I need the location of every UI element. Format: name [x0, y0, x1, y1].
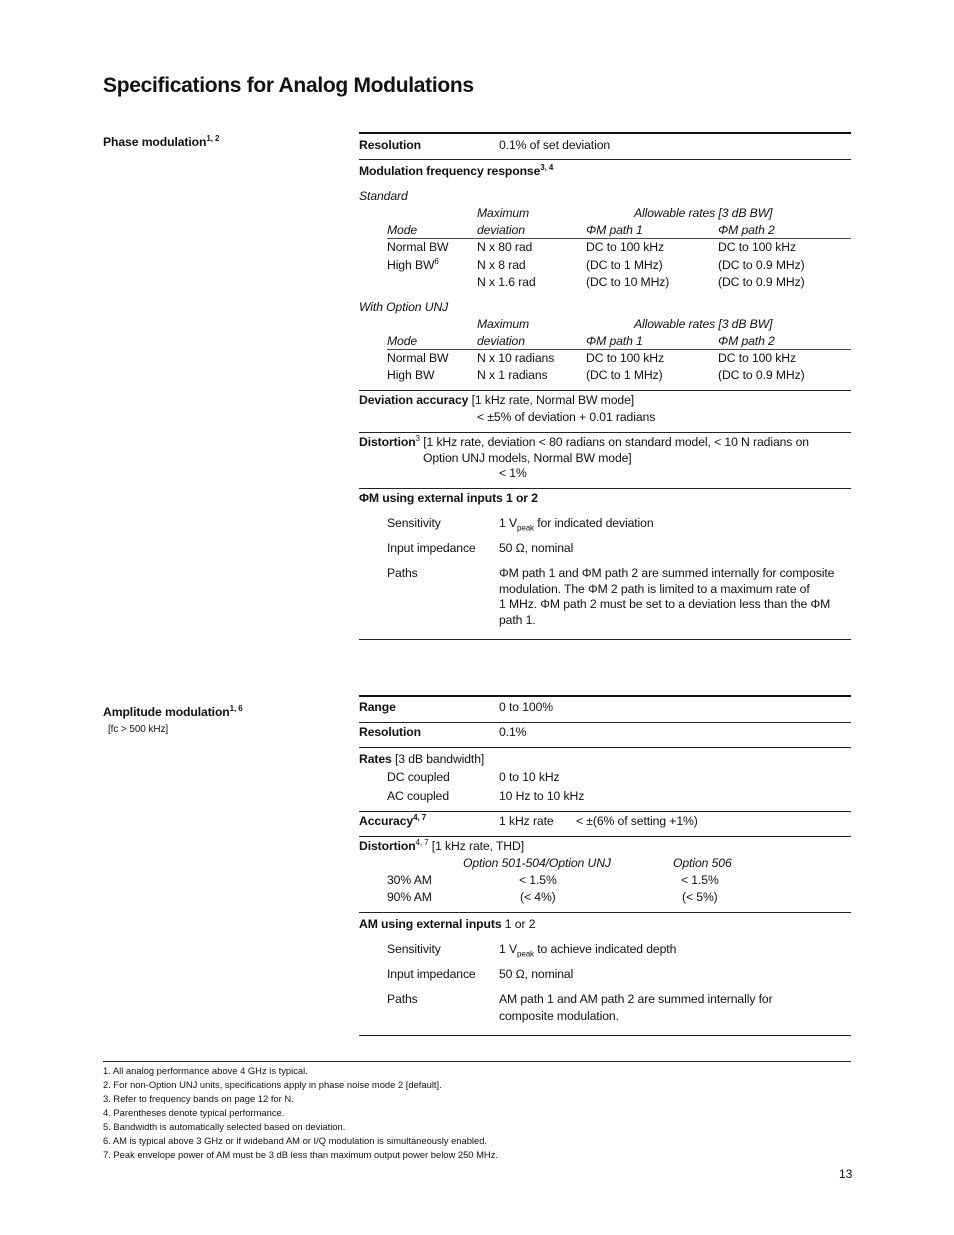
table-row-mode: High $BW^6$: [387, 256, 439, 272]
am-distortion-column-a: Option 501-504/Option UNJ: [463, 856, 611, 870]
option-unj-label: With Option UNJ: [359, 300, 449, 314]
am-distortion-label: Distortion$^{4, 7}$ [1 kHz rate, THD]: [359, 837, 524, 853]
am-range-value: 0 to 100%: [499, 700, 553, 714]
pm-paths-line: modulation. The ΦM 2 path is limited to a maximum rate of: [499, 582, 810, 596]
section-rule: [359, 390, 851, 391]
modulation-frequency-response-label: Modulation frequency response$^{3, 4}$: [359, 162, 554, 178]
am-paths-line: AM path 1 and AM path 2 are summed internally for: [499, 992, 773, 1006]
table-row-deviation: N x 10 radians: [477, 351, 555, 365]
am-accuracy-value: < ±(6% of setting +1%): [576, 814, 698, 828]
pm-distortion-condition: Option UNJ models, Normal BW mode]: [423, 451, 632, 465]
header-maximum: Maximum: [477, 206, 530, 220]
footnote: 3. Refer to frequency bands on page 12 for N.: [103, 1093, 294, 1104]
table-row-mode: High BW: [387, 368, 435, 382]
section-rule: [359, 747, 851, 748]
table-row-value-b: < 1.5%: [681, 873, 719, 887]
table-row-path-1: DC to 100 kHz: [586, 240, 664, 254]
deviation-accuracy-label: Deviation accuracy [1 kHz rate, Normal BW mode]: [359, 393, 635, 407]
footnote-ref: 6: [434, 256, 439, 266]
page-number: 13: [839, 1167, 853, 1181]
header-deviation: deviation: [477, 223, 525, 237]
pm-paths-line: 1 MHz. ΦM path 2 must be set to a deviation less than the ΦM: [499, 597, 831, 611]
pm-sensitivity-value: 1 $V_{peak}$ for indicated deviation: [499, 516, 654, 533]
table-row-deviation: N x 1 radians: [477, 368, 548, 382]
am-heading-note: [fc > 500 kHz]: [108, 724, 169, 735]
header-mode: Mode: [387, 223, 418, 237]
pm-resolution-value: 0.1% of set deviation: [499, 138, 611, 152]
dc-coupled-label: DC coupled: [387, 770, 450, 784]
phase-modulation-heading: Phase modulation$^{1, 2}$: [103, 133, 220, 149]
table-row-value-b: (< 5%): [682, 890, 718, 904]
section-rule: [359, 1035, 851, 1036]
footnote-ref: 3: [415, 433, 420, 443]
section-rule: [359, 639, 851, 640]
table-row-path-2: DC to 100 kHz: [718, 351, 796, 365]
am-resolution-label: Resolution: [359, 725, 421, 739]
amplitude-modulation-heading: Amplitude modulation$^{1, 6}$: [103, 703, 243, 719]
table-row-path-2: (DC to 0.9 MHz): [718, 275, 805, 289]
footnote: 6. AM is typical above 3 GHz or if wideband AM or I/Q modulation is simultaneously enabled.: [103, 1135, 488, 1146]
am-range-label: Range: [359, 700, 396, 714]
pm-paths-line: path 1.: [499, 613, 536, 627]
header-deviation: deviation: [477, 334, 525, 348]
standard-label: Standard: [359, 189, 408, 203]
footnote: 2. For non-Option UNJ units, specifications apply in phase noise mode 2 [default].: [103, 1079, 442, 1090]
header-pm-path-2: ΦM path 2: [718, 223, 775, 237]
pm-external-inputs-label: ΦM using external inputs 1 or 2: [359, 491, 538, 505]
pm-distortion-value: < 1%: [499, 466, 527, 480]
pm-paths-line: ΦM path 1 and ΦM path 2 are summed internally for composite: [499, 566, 835, 580]
table-row-value-a: < 1.5%: [519, 873, 557, 887]
table-row-deviation: N x 8 rad: [477, 258, 526, 272]
table-row-path-1: (DC to 1 MHz): [586, 368, 663, 382]
section-rule: [359, 159, 851, 160]
pm-sensitivity-label: Sensitivity: [387, 516, 441, 530]
table-row-mode: Normal BW: [387, 351, 449, 365]
am-accuracy-rate: 1 kHz rate: [499, 814, 554, 828]
section-rule: [359, 432, 851, 433]
ac-coupled-label: AC coupled: [387, 789, 450, 803]
table-header-rule: [387, 349, 851, 350]
am-sensitivity-value: 1 $V_{peak}$ to achieve indicated depth: [499, 942, 677, 959]
table-header-rule: [387, 238, 851, 239]
table-row-path-2: (DC to 0.9 MHz): [718, 368, 805, 382]
footnote-ref: 1, 6: [229, 703, 243, 713]
table-row-label: 30% AM: [387, 873, 432, 887]
am-distortion-column-b: Option 506: [673, 856, 732, 870]
footnote: 1. All analog performance above 4 GHz is typical.: [103, 1065, 308, 1076]
header-allowable-rates: Allowable rates [3 dB BW]: [634, 206, 773, 220]
header-pm-path-2: ΦM path 2: [718, 334, 775, 348]
section-rule: [359, 695, 851, 697]
header-pm-path-1: ΦM path 1: [586, 223, 643, 237]
section-rule: [359, 722, 851, 723]
section-rule: [359, 836, 851, 837]
footnote: 5. Bandwidth is automatically selected based on deviation.: [103, 1121, 346, 1132]
table-row-deviation: N x 1.6 rad: [477, 275, 536, 289]
footnote-ref: 4, 7: [413, 812, 427, 822]
deviation-accuracy-value: < ±5% of deviation + 0.01 radians: [477, 410, 656, 424]
am-paths-line: composite modulation.: [499, 1009, 619, 1023]
ac-coupled-value: 10 Hz to 10 kHz: [499, 789, 585, 803]
am-external-inputs-label: AM using external inputs 1 or 2: [359, 917, 536, 931]
table-row-path-1: (DC to 10 MHz): [586, 275, 670, 289]
table-row-path-2: (DC to 0.9 MHz): [718, 258, 805, 272]
table-row-path-1: DC to 100 kHz: [586, 351, 664, 365]
am-resolution-value: 0.1%: [499, 725, 527, 739]
am-accuracy-label: Accuracy$^{4, 7}$: [359, 812, 427, 828]
section-rule: [359, 488, 851, 489]
pm-input-impedance-label: Input impedance: [387, 541, 476, 555]
header-mode: Mode: [387, 334, 418, 348]
page-title: Specifications for Analog Modulations: [103, 74, 474, 97]
section-rule: [359, 811, 851, 812]
section-rule: [359, 132, 851, 134]
am-input-impedance-label: Input impedance: [387, 967, 476, 981]
section-rule: [359, 912, 851, 913]
table-row-path-2: DC to 100 kHz: [718, 240, 796, 254]
table-row-deviation: N x 80 rad: [477, 240, 533, 254]
pm-resolution-label: Resolution: [359, 138, 421, 152]
header-allowable-rates: Allowable rates [3 dB BW]: [634, 317, 773, 331]
footnote-ref: 1, 2: [206, 133, 220, 143]
pm-input-impedance-value: 50 Ω, nominal: [499, 541, 574, 555]
dc-coupled-value: 0 to 10 kHz: [499, 770, 560, 784]
table-row-value-a: (< 4%): [520, 890, 556, 904]
table-row-label: 90% AM: [387, 890, 432, 904]
footnote-ref: 4, 7: [415, 837, 429, 847]
am-rates-label: Rates [3 dB bandwidth]: [359, 752, 485, 766]
footnote-rule: [103, 1061, 851, 1062]
header-maximum: Maximum: [477, 317, 530, 331]
am-sensitivity-label: Sensitivity: [387, 942, 441, 956]
am-input-impedance-value: 50 Ω, nominal: [499, 967, 574, 981]
pm-distortion-label: Distortion$^3$ [1 kHz rate, deviation < 80 radians on standard model, < 10 N radians on: [359, 433, 809, 449]
table-row-mode: Normal BW: [387, 240, 449, 254]
table-row-path-1: (DC to 1 MHz): [586, 258, 663, 272]
footnote: 4. Parentheses denote typical performance.: [103, 1107, 285, 1118]
footnote: 7. Peak envelope power of AM must be 3 dB less than maximum output power below 250 MHz.: [103, 1149, 498, 1160]
footnote-ref: 3, 4: [540, 162, 554, 172]
am-paths-label: Paths: [387, 992, 418, 1006]
pm-paths-label: Paths: [387, 566, 418, 580]
header-pm-path-1: ΦM path 1: [586, 334, 643, 348]
